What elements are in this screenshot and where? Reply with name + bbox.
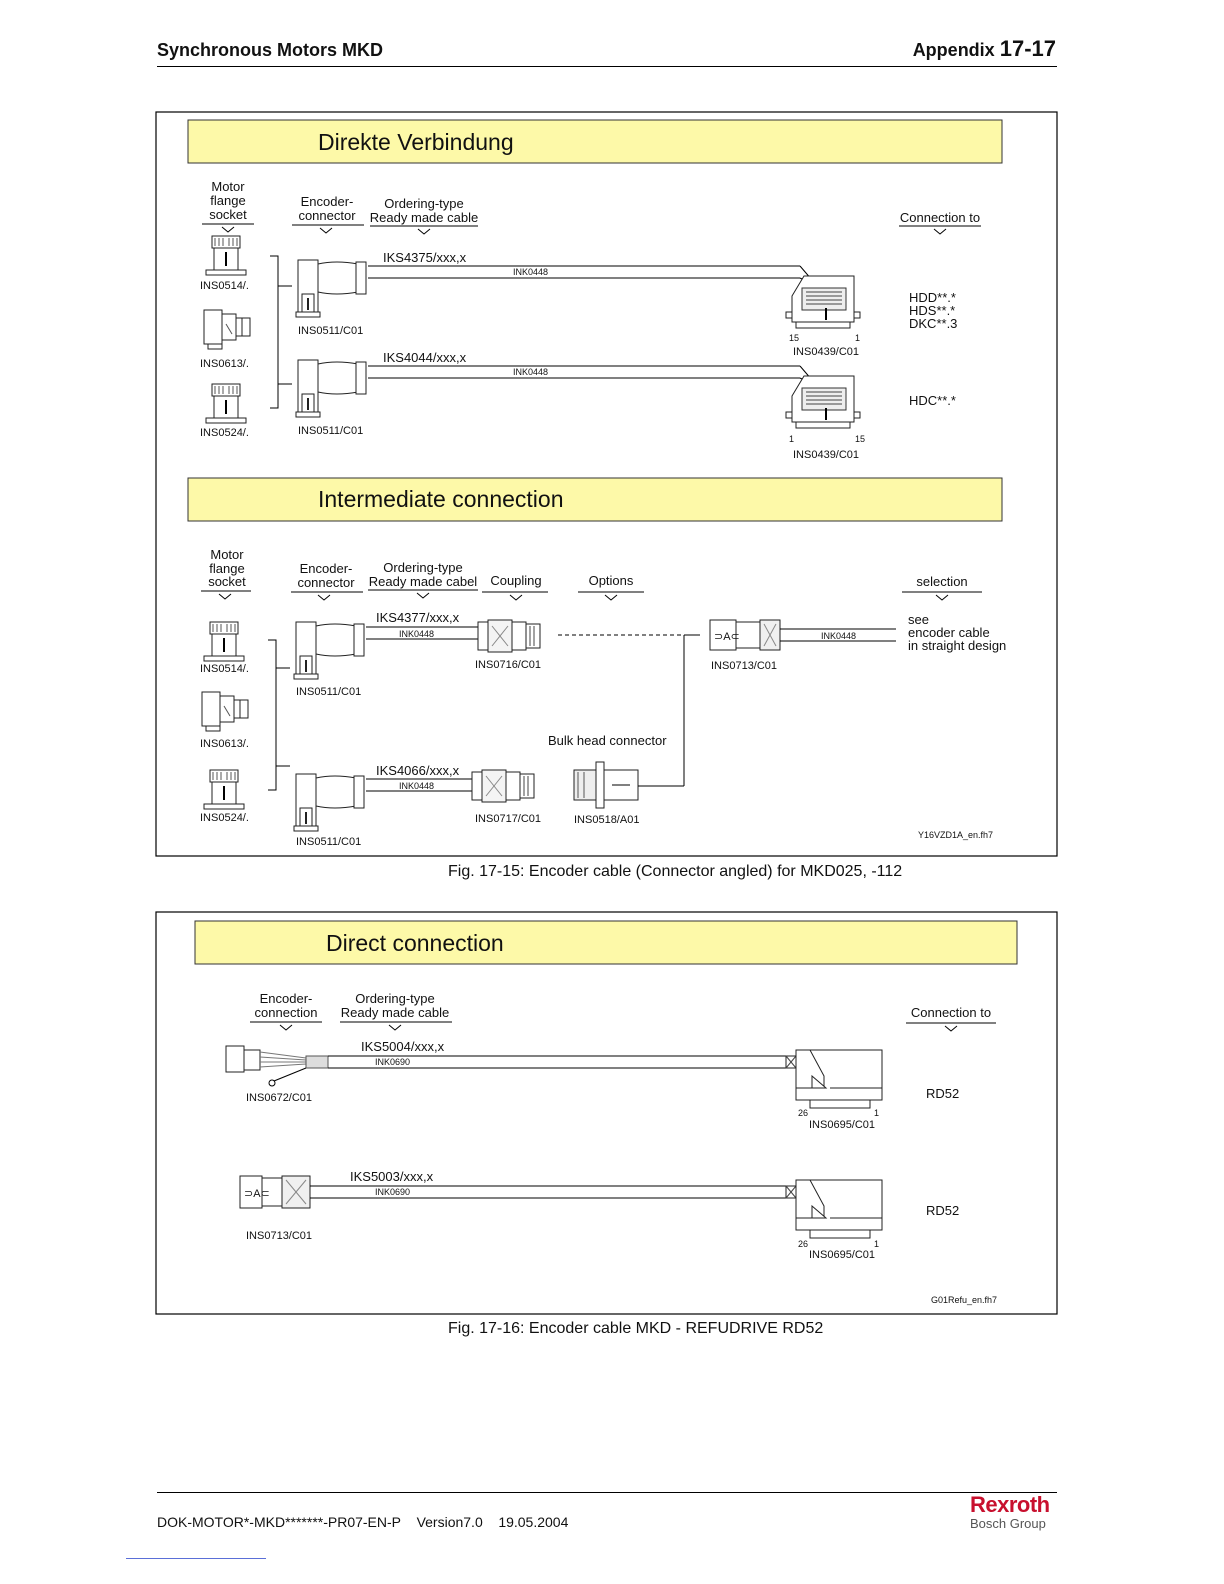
encoder-part-2: INS0511/C01 — [298, 425, 364, 437]
label-coupling: Coupling — [490, 573, 542, 588]
encoder2-part-2: INS0511/C01 — [296, 836, 362, 848]
selection-connector — [710, 620, 780, 650]
see-note-1: see — [908, 612, 929, 627]
pin-left-1: 15 — [789, 333, 800, 343]
fig16-code-1: IKS5004/xxx,x — [361, 1039, 445, 1054]
selection-part: INS0713/C01 — [711, 660, 778, 672]
see-note-2: encoder cable — [908, 625, 990, 640]
fig15-caption: Fig. 17-15: Encoder cable (Connector angled) for MKD025, -112 — [448, 863, 903, 880]
label-encoder2-2: connector — [297, 575, 355, 590]
footer-version: Version7.0 — [416, 1514, 483, 1530]
bulkhead-label: Bulk head connector — [548, 733, 667, 748]
target-2a: HDC**.* — [909, 393, 956, 408]
figure-17-16 — [0, 900, 1224, 1350]
fig16-start-1: INS0672/C01 — [246, 1092, 313, 1104]
label2-encoder-2: connection — [254, 1005, 318, 1020]
socket-2-part: INS0613/. — [200, 358, 249, 370]
footer-date: 19.05.2004 — [498, 1514, 569, 1530]
label-ordering-1: Ordering-type — [384, 196, 464, 211]
fig16-pin-left-1: 26 — [798, 1108, 809, 1118]
fig16-file-tag: G01Refu_en.fh7 — [931, 1295, 998, 1305]
fig15-file-tag: Y16VZD1A_en.fh7 — [918, 830, 994, 840]
band-intermediate — [188, 478, 1002, 521]
pin-left-2: 1 — [789, 434, 795, 444]
svg-text:⊃A⊂: ⊃A⊂ — [714, 631, 740, 643]
footer-doc-id: DOK-MOTOR*-MKD*******-PR07-EN-P — [157, 1514, 402, 1530]
cable-code-2: IKS4044/xxx,x — [383, 350, 467, 365]
encoder-part-1: INS0511/C01 — [298, 325, 364, 337]
plug-part-1: INS0439/C01 — [793, 346, 860, 358]
fig16-wire-1: INK0690 — [375, 1057, 411, 1067]
label-connection-to: Connection to — [899, 210, 981, 225]
brand-name: Rexroth — [970, 1492, 1050, 1517]
socket2-3-part: INS0524/. — [200, 812, 249, 824]
target-1c: DKC**.3 — [909, 316, 958, 331]
plug-part-2: INS0439/C01 — [793, 449, 860, 461]
brand-logo — [970, 1492, 1050, 1531]
bulkhead-connector — [574, 762, 638, 808]
fig16-plug-2: INS0695/C01 — [809, 1249, 876, 1261]
wire-code-2: INK0448 — [513, 367, 549, 377]
figure2-frame — [156, 912, 1057, 1314]
band-intermediate-title: Intermediate connection — [318, 486, 564, 512]
fig16-plug-1: INS0695/C01 — [809, 1119, 876, 1131]
inter-cable-code-1: IKS4377/xxx,x — [376, 610, 460, 625]
page-number: 17-17 — [999, 36, 1056, 61]
inter-cable-code-2: IKS4066/xxx,x — [376, 763, 460, 778]
link-underline — [126, 1558, 266, 1559]
label-encoder2-1: Encoder- — [299, 561, 353, 576]
label-ordering2-1: Ordering-type — [383, 560, 463, 575]
section-name: Appendix — [912, 40, 995, 60]
fig16-pin-left-2: 26 — [798, 1239, 809, 1249]
label-motor2-3: socket — [208, 574, 246, 589]
band-direct-title: Direkte Verbindung — [318, 129, 514, 155]
label-encoder-1: Encoder- — [300, 194, 354, 209]
brand-group: Bosch Group — [970, 1516, 1046, 1531]
label2-ordering-1: Ordering-type — [355, 991, 435, 1006]
fig16-wire-2: INK0690 — [375, 1187, 411, 1197]
label2-encoder-1: Encoder- — [259, 991, 313, 1006]
label2-connection-to: Connection to — [910, 1005, 992, 1020]
fig16-start-2: INS0713/C01 — [246, 1230, 313, 1242]
label-motor2-1: Motor — [210, 547, 244, 562]
start-connector-2 — [240, 1176, 310, 1208]
label2-ordering-2: Ready made cable — [340, 1005, 450, 1020]
band-fig16 — [195, 921, 1017, 964]
label-selection: selection — [916, 574, 968, 589]
wire-code-1: INK0448 — [513, 267, 549, 277]
fig16-target-1: RD52 — [926, 1086, 960, 1101]
page-header-title: Synchronous Motors MKD — [157, 40, 384, 60]
inter-wire-2: INK0448 — [399, 781, 435, 791]
socket2-1-part: INS0514/. — [200, 663, 249, 675]
fig16-target-2: RD52 — [926, 1203, 960, 1218]
band-fig16-title: Direct connection — [326, 930, 504, 956]
inter-wire-1: INK0448 — [399, 629, 435, 639]
target-1a: HDD**.* — [909, 290, 956, 305]
pin-right-2: 15 — [855, 434, 866, 444]
label-motor-2: flange — [210, 193, 246, 208]
socket-3-part: INS0524/. — [200, 427, 249, 439]
band-direct — [188, 120, 1002, 163]
footer-rule — [157, 1492, 1057, 1493]
label-motor-3: socket — [209, 207, 247, 222]
fig16-caption: Fig. 17-16: Encoder cable MKD - REFUDRIVE RD52 — [448, 1320, 824, 1337]
cable-code-1: IKS4375/xxx,x — [383, 250, 467, 265]
coupling-part-1: INS0716/C01 — [475, 659, 542, 671]
socket2-2-part: INS0613/. — [200, 738, 249, 750]
target-1b: HDS**.* — [909, 303, 956, 318]
selection-wire: INK0448 — [821, 631, 857, 641]
bulkhead-part: INS0518/A01 — [574, 814, 640, 826]
encoder2-part-1: INS0511/C01 — [296, 686, 362, 698]
label-ordering-2: Ready made cable — [369, 210, 479, 225]
fig16-pin-right-2: 1 — [874, 1239, 880, 1249]
start-connector-1 — [226, 1046, 328, 1086]
pin-right-1: 1 — [855, 333, 861, 343]
fig16-code-2: IKS5003/xxx,x — [350, 1169, 434, 1184]
label-motor-1: Motor — [211, 179, 245, 194]
see-note-3: in straight design — [908, 638, 1007, 653]
svg-text:⊃A⊂: ⊃A⊂ — [244, 1188, 270, 1200]
label-encoder-2: connector — [298, 208, 356, 223]
label-options: Options — [588, 573, 634, 588]
label-ordering2-2: Ready made cabel — [368, 574, 478, 589]
footer-doc — [157, 1514, 568, 1530]
coupling-part-2: INS0717/C01 — [475, 813, 542, 825]
socket-1-part: INS0514/. — [200, 280, 249, 292]
fig16-pin-right-1: 1 — [874, 1108, 880, 1118]
label-motor2-2: flange — [209, 561, 245, 576]
